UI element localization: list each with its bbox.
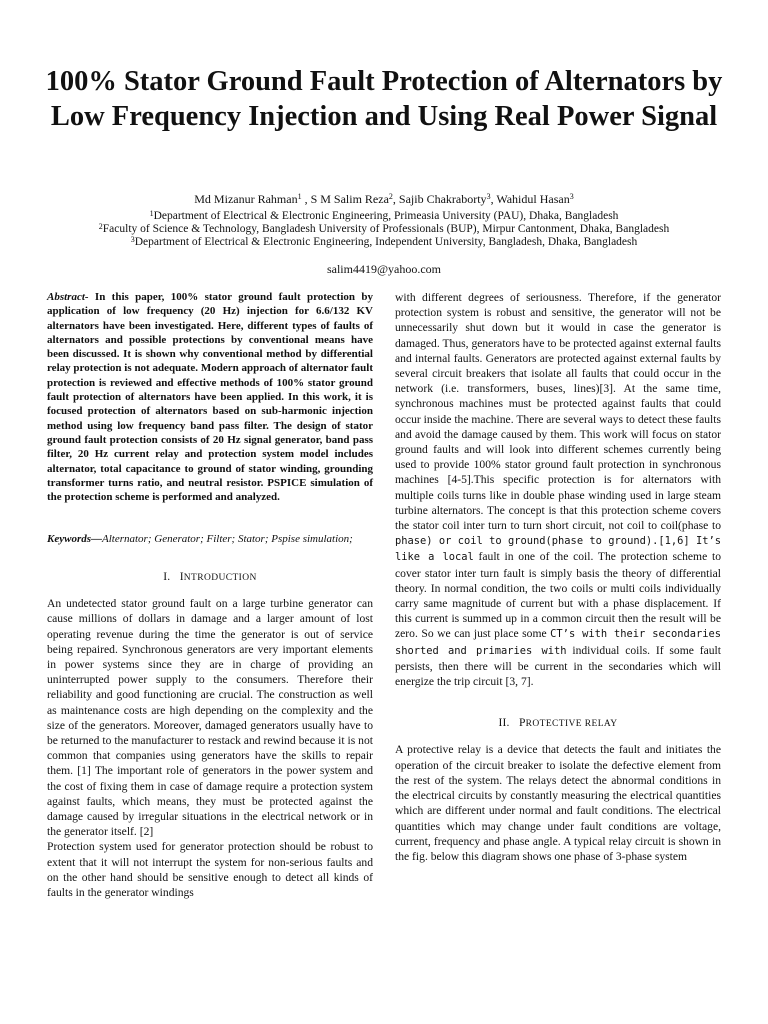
author-email[interactable]: salim4419@yahoo.com — [326, 262, 442, 276]
section-title-initial: I — [179, 569, 184, 583]
section-heading-introduction — [47, 569, 373, 586]
author-aff: 2 — [388, 192, 393, 201]
intro-text-mono-2: CT’s with their secondaries shorted and primaries with — [395, 628, 722, 657]
intro-paragraph-1: An undetected stator ground fault on a large turbine generator can cause millions of dollars in damage and a larger amount of lost operating revenue during the time the generator is out of service being repaired. Synchronous generators are very important elements in power systems since they are in charge of providing an uninterrupted power supply to the consumers. Therefore their reliability and good functioning are crucial. The construction as well as maintenance costs are high depending on the complexity and the size of the generators. Moreover, damaged generators usually have to be returned to the manufacturer to restack and rewind because it is not common that companies using generators have the skills to repair them. [1] The important role of generators in the power system and the cost of fixing them in case of damage require a protection system against faults, which means, they must be protected against the damage caused by irregular situations in the electrical network or in the generator itself. [2] — [47, 597, 373, 839]
author-name: Md Mizanur Rahman — [194, 192, 298, 206]
affiliation — [40, 223, 728, 236]
author-list: Md Mizanur Rahman$^1$ , S M Salim Reza$^2$, Sajib Chakraborty$^3$, Wahidul Hasan$^3$ — [194, 192, 574, 206]
affiliation-num: 3 — [130, 235, 135, 244]
abstract-text: In this paper, 100% stator ground fault protection by application of low frequency (20 Hz) injection for 6.6/132 KV alternators have been investigated. Here, different types of faults of alternators and possible protections by conventional means have been discussed. It is shown why conventional method by differential relay protection is not adequate. Modern approach of alternator fault protection is reviewed and effective methods of 100% stator ground fault protection of alternators have been applied. In this work, it is focused protection of alternators based on sub-harmonic injection method using low frequency band pass filter. The design of stator ground fault protection consists of 20 Hz signal generator, band pass filter, 20 Hz current relay and protection system model includes alternator, total capacitance to ground of stator winding, grounding transformer turns ratio, and neutral resistor. PSPICE simulation of the protection scheme is performed and analyzed. — [47, 291, 373, 504]
right-column — [395, 290, 721, 864]
section-number: II. — [498, 716, 510, 730]
affiliation-text: Faculty of Science & Technology, Bangladesh University of Professionals (BUP), Mirpur Cantonment, Dhaka, Bangladesh — [102, 223, 670, 235]
paper-title: 100% Stator Ground Fault Protection of Alternators by Low Frequency Injection and Using Real Power Signal — [45, 66, 723, 132]
author-name: Sajib Chakraborty — [398, 192, 487, 206]
author-aff: 1 — [297, 192, 302, 201]
author-name: S M Salim Reza — [310, 192, 389, 206]
section-title-rest: ROTECTIVE RELAY — [525, 719, 618, 730]
affiliation-num: 2 — [98, 222, 103, 231]
left-column — [47, 290, 373, 900]
affiliation — [40, 236, 728, 249]
author-aff: 3 — [569, 192, 574, 201]
affiliation — [40, 210, 728, 223]
keywords — [47, 532, 373, 547]
author-aff: 3 — [486, 192, 491, 201]
abstract — [47, 290, 373, 504]
author-name: Wahidul Hasan — [496, 192, 570, 206]
keywords-text: Alternator; Generator; Filter; Stator; Pspise simulation; — [102, 533, 353, 546]
abstract-label: Abstract- — [47, 291, 89, 303]
keywords-label: Keywords— — [47, 533, 102, 546]
affiliation-text: Department of Electrical & Electronic Engineering, Primeasia University (PAU), Dhaka, Bangladesh — [153, 210, 619, 222]
intro-paragraph-2: Protection system used for generator protection should be robust to extent that it will not interrupt the system for non-serious faults and on the other hand should be sensitive enough to detect all kinds of faults in the generator windings — [47, 840, 373, 900]
intro-paragraph-3 — [395, 290, 721, 689]
section-title-initial: P — [518, 716, 526, 730]
section-heading-protective-relay — [395, 715, 721, 732]
affiliation-text: Department of Electrical & Electronic Engineering, Independent University, Bangladesh, Dhaka, Bangladesh — [134, 236, 638, 248]
affiliation-num: 1 — [149, 209, 154, 218]
intro-text-c: individual coils. If some fault persists, then there will be current in the secondaries which will energize the trip circuit [3, 7]. — [395, 643, 721, 689]
section-number: I. — [163, 569, 171, 583]
relay-paragraph-1: A protective relay is a device that detects the fault and initiates the operation of the circuit breaker to isolate the defective element from the rest of the system. The relays detect the abnormal conditions in the electrical circuits by constantly measuring the electrical quantities which are different under normal and fault conditions. The electrical quantities which may change under fault conditions are voltage, current, frequency and phase angle. A typical relay circuit is shown in the fig. below this diagram shows one phase of 3-phase system — [395, 743, 721, 863]
section-title-rest: NTRODUCTION — [183, 572, 257, 583]
intro-text-a: with different degrees of seriousness. Therefore, if the generator protection system is robust and sensitive, the generator will not be unnecessarily shut down but it would in case the generator is damaged. Thus, generators have to be protected against external faults and internal faults. Generators are protected against external faults by several circuit breakers that isolate all faults that could occur in the network (i.e. transformers, buses, lines)[3]. At the same time, synchronous machines must be protected against faults that could occur inside the machine. There are several ways to detect these faults and avoid the damage caused by them. This work will focus on stator ground faults and will look into different schemes currently being used to provide 100% stator ground fault protection in synchronous machines [4-5].This specific protection is for alternators with multiple coils turns like in double phase winding used in large steam turbine alternators. The concept is that this protection scheme covers the stator coil inter turn to turn short circuit, not coil to coil(phase to — [395, 291, 721, 533]
intro-text-b: fault in one of the coil. The protection scheme to cover stator inter turn fault is simply basis the theory of differential theory. In normal condition, the two coils or multi coils individually carry same magnitude of current but with a phase displacement. If this current is summed up in a common circuit then the result will be zero. So we can just place some — [395, 550, 721, 641]
intro-text-mono: phase) or coil to ground(phase to ground).[1,6] It’s like a local — [395, 535, 721, 564]
